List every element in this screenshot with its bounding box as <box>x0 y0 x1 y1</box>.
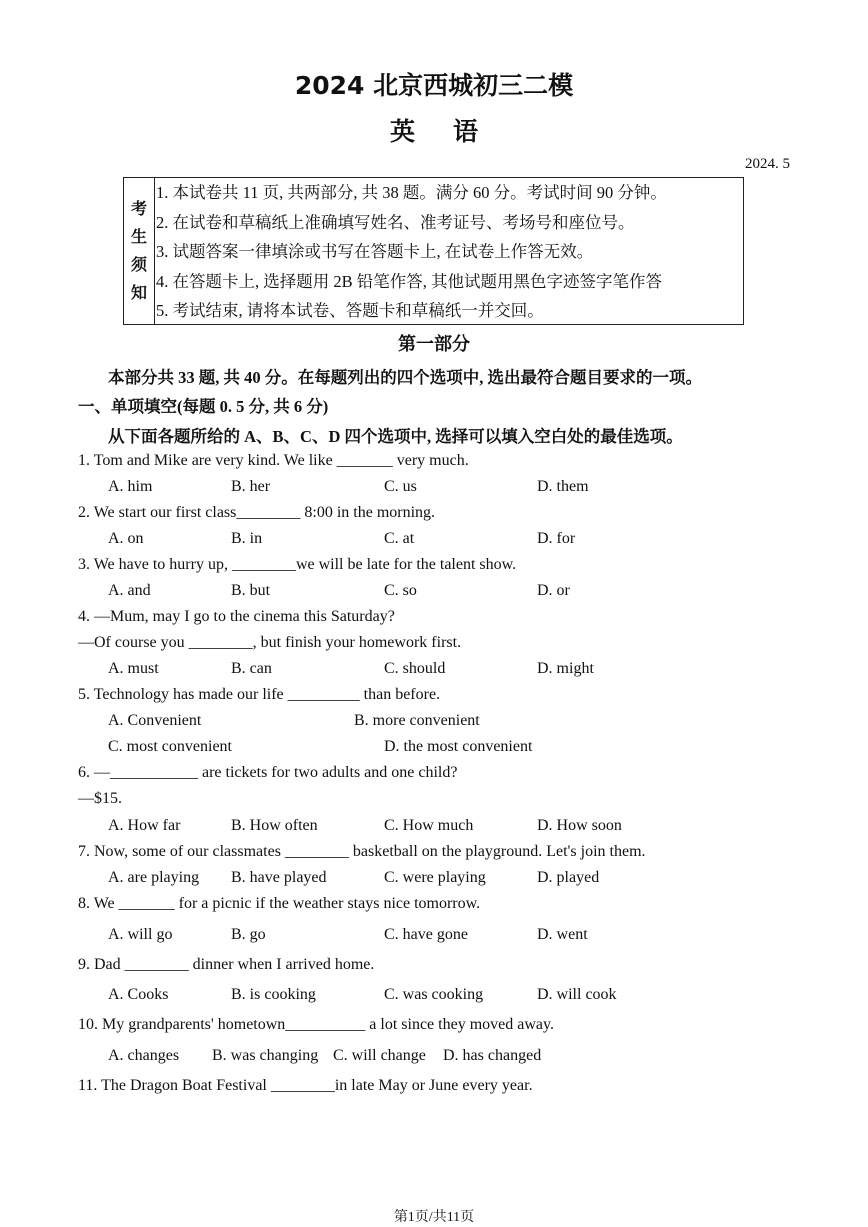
question-9: 9. Dad ________ dinner when I arrived home. <box>78 956 375 973</box>
option-b: B. but <box>231 582 271 599</box>
notice-box <box>123 177 744 325</box>
option-a: A. changes <box>108 1047 180 1064</box>
option-d: D. the most convenient <box>384 738 533 755</box>
notice-item: 5. 考试结束, 请将本试卷、答题卡和草稿纸一并交回。 <box>156 301 544 320</box>
option-b: B. more convenient <box>354 712 480 729</box>
option-d: D. went <box>537 926 588 943</box>
option-b: B. was changing <box>212 1047 319 1064</box>
question-3: 3. We have to hurry up, ________we will be late for the talent show. <box>78 556 517 573</box>
exam-date: 2024. 5 <box>745 156 790 172</box>
question-10: 10. My grandparents' hometown__________ a lot since they moved away. <box>78 1016 554 1033</box>
subject-char: 英 <box>389 117 415 146</box>
section-instruction: 从下面各题所给的 A、B、C、D 四个选项中, 选择可以填入空白处的最佳选项。 <box>108 427 683 446</box>
option-d: D. might <box>537 660 594 677</box>
question-5: 5. Technology has made our life _________ than before. <box>78 686 441 703</box>
option-c: C. should <box>384 660 446 677</box>
option-d: D. How soon <box>537 817 622 834</box>
option-a: A. are playing <box>108 869 200 886</box>
question-11: 11. The Dragon Boat Festival ________in late May or June every year. <box>78 1077 533 1094</box>
exam-title: 2024 北京西城初三二模 <box>294 71 574 100</box>
option-b: B. How often <box>231 817 318 834</box>
option-c: C. How much <box>384 817 474 834</box>
option-c: C. will change <box>333 1047 426 1064</box>
question-8: 8. We _______ for a picnic if the weather stays nice tomorrow. <box>78 895 481 912</box>
question-7: 7. Now, some of our classmates ________ basketball on the playground. Let's join them. <box>78 843 646 860</box>
notice-label-char: 须 <box>130 255 147 274</box>
notice-item: 4. 在答题卡上, 选择题用 2B 铅笔作答, 其他试题用黑色字迹签字笔作答 <box>156 271 663 291</box>
option-b: B. can <box>231 660 272 677</box>
option-c: C. were playing <box>384 869 486 886</box>
option-d: D. has changed <box>443 1047 542 1064</box>
option-b: B. in <box>231 530 263 547</box>
notice-label <box>124 178 155 324</box>
question-6: 6. —___________ are tickets for two adults and one child? <box>78 764 458 781</box>
question-4-reply: —Of course you ________, but finish your homework first. <box>78 634 462 651</box>
option-d: D. them <box>537 478 589 495</box>
question-4: 4. —Mum, may I go to the cinema this Saturday? <box>78 608 395 625</box>
question-6-reply: —$15. <box>78 790 122 807</box>
option-a: A. on <box>108 530 144 547</box>
option-c: C. at <box>384 530 415 547</box>
notice-items <box>155 178 743 324</box>
option-a: A. will go <box>108 926 173 943</box>
option-c: C. us <box>384 478 417 495</box>
question-1: 1. Tom and Mike are very kind. We like _______ very much. <box>78 452 469 469</box>
option-a: A. How far <box>108 817 181 834</box>
notice-label-char: 知 <box>130 283 147 302</box>
notice-item: 1. 本试卷共 11 页, 共两部分, 共 38 题。满分 60 分。考试时间 90 分钟。 <box>156 183 667 202</box>
option-d: D. played <box>537 869 600 886</box>
question-2: 2. We start our first class________ 8:00 in the morning. <box>78 504 436 521</box>
option-b: B. her <box>231 478 271 495</box>
part-title: 第一部分 <box>398 334 470 355</box>
option-a: A. Convenient <box>108 712 202 729</box>
option-c: C. most convenient <box>108 738 232 755</box>
subject-title <box>0 112 868 148</box>
option-c: C. was cooking <box>384 986 484 1003</box>
option-b: B. have played <box>231 869 327 886</box>
option-b: B. go <box>231 926 266 943</box>
option-d: D. will cook <box>537 986 617 1003</box>
subject-char: 语 <box>453 117 479 146</box>
option-a: A. him <box>108 478 153 495</box>
notice-label-char: 考 <box>130 199 147 218</box>
notice-item: 3. 试题答案一律填涂或书写在答题卡上, 在试卷上作答无效。 <box>156 242 594 261</box>
option-a: A. and <box>108 582 151 599</box>
option-b: B. is cooking <box>231 986 316 1003</box>
notice-label-char: 生 <box>130 227 147 246</box>
option-a: A. Cooks <box>108 986 169 1003</box>
option-d: D. or <box>537 582 570 599</box>
option-c: C. so <box>384 582 417 599</box>
option-c: C. have gone <box>384 926 468 943</box>
notice-item: 2. 在试卷和草稿纸上准确填写姓名、准考证号、考场号和座位号。 <box>156 212 635 232</box>
page-number: 第1页/共11页 <box>393 1210 475 1225</box>
section-title: 一、单项填空(每题 0. 5 分, 共 6 分) <box>78 397 329 416</box>
option-a: A. must <box>108 660 159 677</box>
option-d: D. for <box>537 530 576 547</box>
part-description: 本部分共 33 题, 共 40 分。在每题列出的四个选项中, 选出最符合题目要求的一项。 <box>108 368 702 387</box>
